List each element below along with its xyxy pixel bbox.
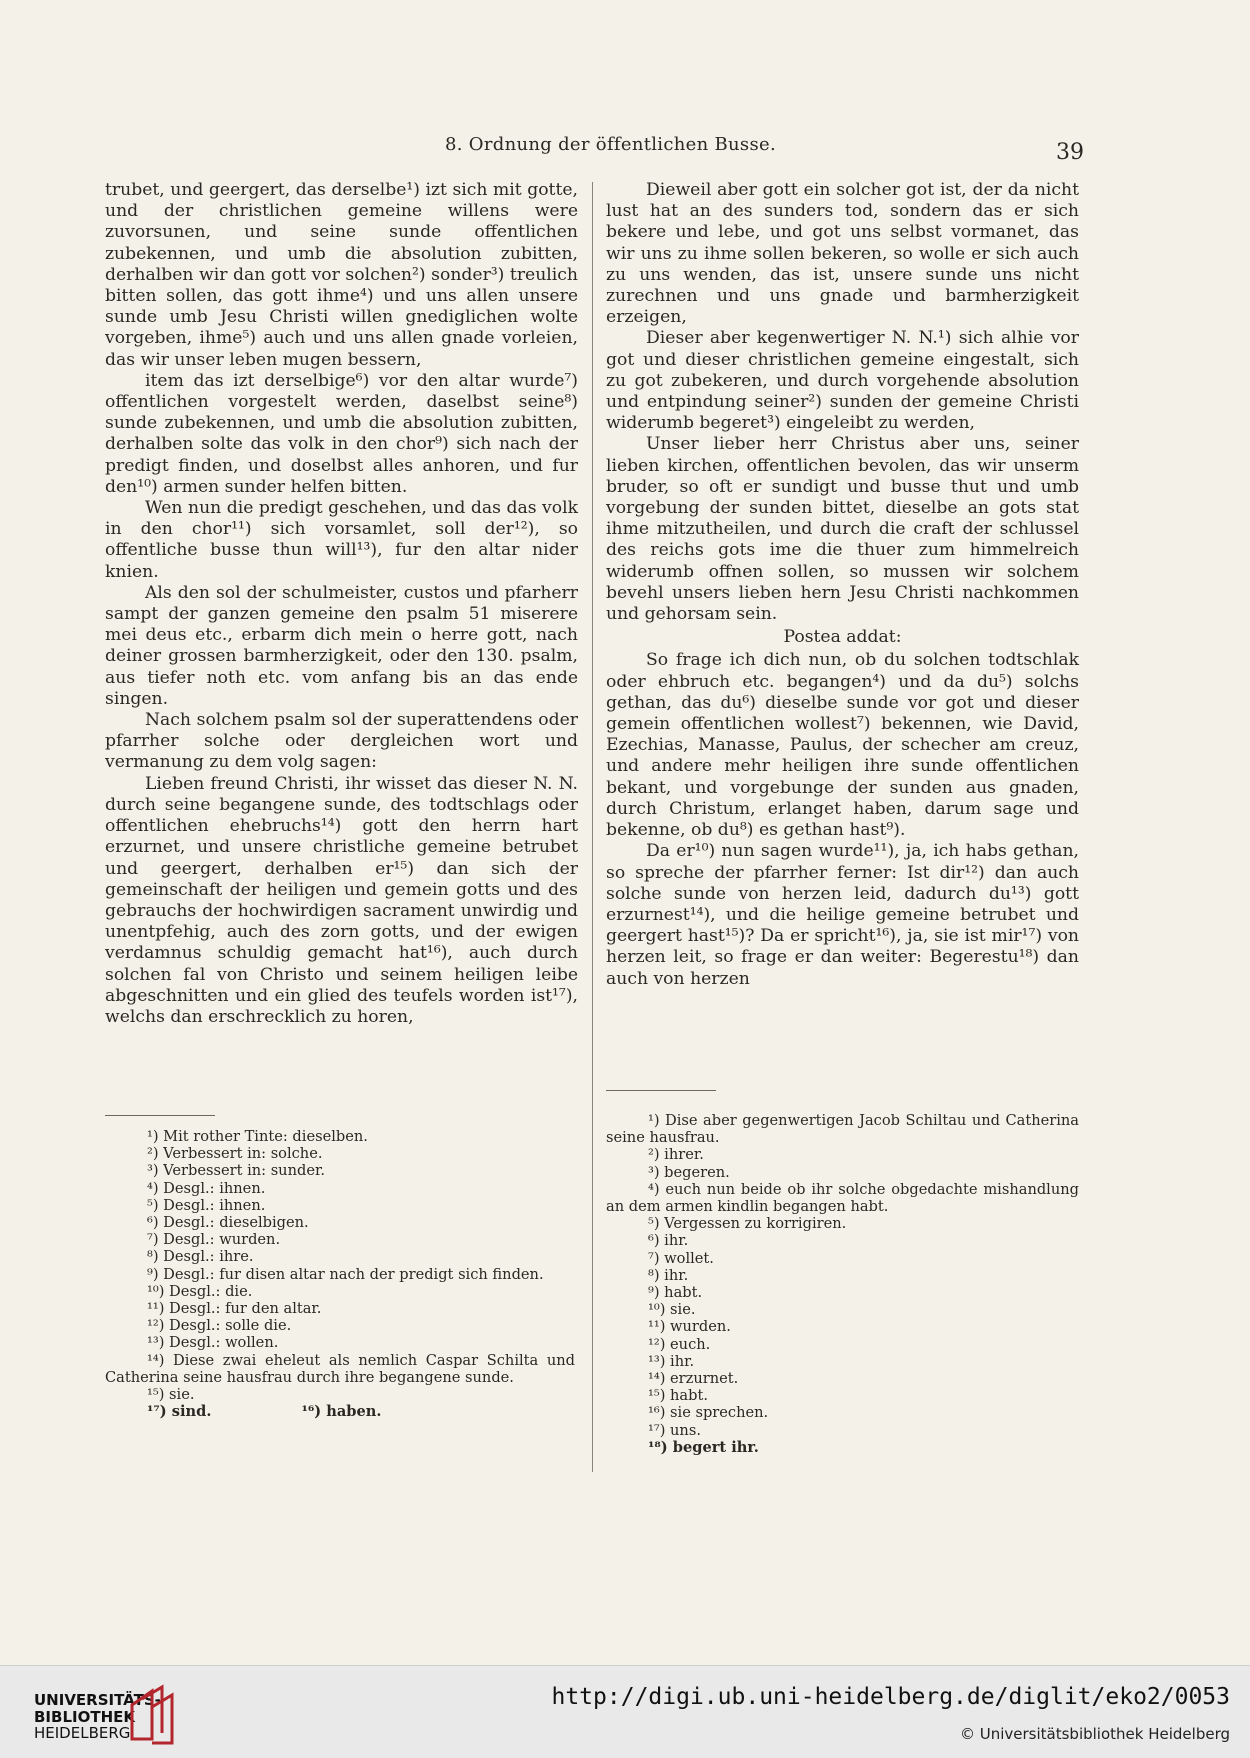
footnote: ³) Verbessert in: sunder. xyxy=(147,1162,325,1180)
footnote: ¹³) ihr. xyxy=(648,1352,695,1370)
footnote: ⁴) euch nun beide ob ihr solche obgedachte mishandlung an dem armen kindlin begangen habt. xyxy=(606,1180,1079,1216)
footnote: ⁷) wollet. xyxy=(648,1249,714,1267)
footnote: ⁸) ihr. xyxy=(648,1266,689,1284)
footnote: ¹⁸) begert ihr. xyxy=(648,1438,759,1456)
paragraph: trubet, und geergert, das derselbe¹) izt sich mit gotte, und der christlichen gemeine willens were zuvorsunen, und seine sunde offentlichen zubekennen, und umb die absolution zubitten, derhalben wir dan gott vor solchen²) sonder³) treulich bitten sollen, das gott ihme⁴) und uns allen unsere sunde umb Jesu Christi willen gnediglichen wolte vorgeben, ihme⁵) auch und uns allen gnade vorleien, das wir unser leben mugen bessern, xyxy=(105,180,578,370)
footnote: ¹⁵) sie. xyxy=(147,1386,195,1404)
footnote: ⁹) habt. xyxy=(648,1284,703,1302)
paragraph: Unser lieber herr Christus aber uns, seiner lieben kirchen, offentlichen bevolen, das wir unserm bruder, so oft er sundigt und busse thut und umb vorgebung der sunden bittet, dieselbe an gots stat ihme mitzutheilen, und durch die craft der schlussel des reichs gots ime die thuer zum himmelreich widerumb offnen sollen, so mussen wir solchem bevehl unsers lieben hern Jesu Christi nachkommen und gehorsam sein. xyxy=(606,434,1079,625)
library-footer-bar xyxy=(0,1665,1250,1758)
paragraph: Wen nun die predigt geschehen, und das das volk in den chor¹¹) sich vorsamlet, soll der¹²), so offentliche busse thun will¹³), fur den altar nider knien. xyxy=(105,498,578,582)
paragraph: Da er¹⁰) nun sagen wurde¹¹), ja, ich habs gethan, so spreche der pfarrher ferner: Ist dir¹²) dan auch solche sunde von herzen leid, dadurch du¹³) gott erzurnest¹⁴), und die heilige gemeine betrubet und geergert hast¹⁵)? Da er spricht¹⁶), ja, sie ist mir¹⁷) von herzen leit, so frage er dan weiter: Begerestu¹⁸) dan auch von herzen xyxy=(606,841,1079,989)
footnote: ⁹) Desgl.: fur disen altar nach der predigt sich finden. xyxy=(147,1265,544,1283)
paragraph: item das izt derselbige⁶) vor den altar wurde⁷) offentlichen vorgestelt werden, daselbst seine⁸) sunde zubekennen, und umb die absolution zubitten, derhalben solte das volk in den chor⁹) sich nach der predigt finden, und doselbst alles anhoren, und fur den¹⁰) armen sunder helfen bitten. xyxy=(105,370,578,497)
footnote: ¹³) Desgl.: wollen. xyxy=(147,1334,279,1352)
footnote: ¹⁰) sie. xyxy=(648,1301,696,1319)
paragraph: So frage ich dich nun, ob du solchen todtschlak oder ehbruch etc. begangen⁴) und da du⁵) solchs gethan, das du⁶) dieselbe sunde vor got und dieser gemein offentlichen wollest⁷) bekennen, wie David, Ezechias, Manasse, Paulus, der schecher am creuz, und andere mehr heiligen ihre sunde offentlichen bekant, und vorgebunge der sunden aus gnaden, durch Christum, erlanget haben, darum sage und bekenne, ob du⁸) es gethan hast⁹). xyxy=(606,650,1079,841)
footnote: ¹⁶) haben. xyxy=(301,1403,382,1421)
paragraph: Dieweil aber gott ein solcher got ist, der da nicht lust hat an des sunders tod, sondern das er sich bekere und lebe, und got uns selbst vormanet, das wir uns zu ihme sollen bekeren, so wolle er sich auch zu uns wenden, das ist, unsere sunde uns nicht zurechnen und uns gnade und barmherzigkeit erzeigen, xyxy=(606,180,1079,328)
left-text-column xyxy=(105,180,578,1028)
footnote: ¹²) euch. xyxy=(648,1335,711,1353)
footnote-rule xyxy=(105,1115,215,1116)
paragraph: Lieben freund Christi, ihr wisset das dieser N. N. durch seine begangene sunde, des todtschlags oder offentlichen ehebruchs¹⁴) gott den herrn hart erzurnet, und unsere christliche gemeine betrubet und geergert, derhalben er¹⁵) dan sich der gemeinschaft der heiligen und gemein gotts und des gebrauchs der hochwirdigen sacrament unwirdig und unentpfehig, auch des zorn gotts, und der ewigen verdamnus schuldig gemacht hat¹⁶), auch durch solchen fal von Christo und seinem heiligen leibe abgeschnitten und ein glied des teufels worden ist¹⁷), welchs dan erschrecklich zu horen, xyxy=(105,773,578,1027)
footnote: ⁶) ihr. xyxy=(648,1232,689,1250)
footnote: ⁴) Desgl.: ihnen. xyxy=(147,1179,266,1197)
paragraph: Nach solchem psalm sol der superattendens oder pfarrher solche oder dergleichen wort und vermanung zu dem volg sagen: xyxy=(105,710,578,773)
footnote: ¹⁷) uns. xyxy=(648,1421,701,1439)
right-text-column xyxy=(606,180,1079,990)
footnote: ⁵) Desgl.: ihnen. xyxy=(147,1196,266,1214)
library-logo-icon xyxy=(126,1683,176,1745)
footnote: ¹⁰) Desgl.: die. xyxy=(147,1282,253,1300)
footnote: ³) begeren. xyxy=(648,1163,730,1181)
footnote: ⁷) Desgl.: wurden. xyxy=(147,1231,281,1249)
logo-line: HEIDELBERG xyxy=(34,1724,131,1742)
footnote: ⁵) Vergessen zu korrigiren. xyxy=(648,1215,847,1233)
footnote: ¹) Mit rother Tinte: dieselben. xyxy=(147,1128,368,1145)
footnote: ¹⁵) habt. xyxy=(648,1387,708,1405)
footnote: ¹) Dise aber gegenwertigen Jacob Schiltau und Catherina seine hausfrau. xyxy=(606,1112,1079,1147)
permalink-url[interactable]: http://digi.ub.uni-heidelberg.de/diglit/eko2/0053 xyxy=(551,1684,1230,1710)
footnote-row xyxy=(105,1403,575,1420)
rubric: Postea addat: xyxy=(783,627,902,648)
footnote-rule xyxy=(606,1090,716,1091)
logo-line: BIBLIOTHEK xyxy=(34,1707,135,1726)
footnote: ¹¹) wurden. xyxy=(648,1318,731,1336)
logo-line: UNIVERSITÄTS- xyxy=(34,1691,161,1709)
footnote: ¹⁴) Diese zwai eheleut als nemlich Caspar Schilta und Catherina seine hausfrau durch ihre begangene sunde. xyxy=(105,1351,575,1386)
left-footnotes xyxy=(105,1128,575,1420)
footnote: ¹⁶) sie sprechen. xyxy=(648,1404,769,1422)
footnote: ¹¹) Desgl.: fur den altar. xyxy=(147,1300,322,1318)
column-divider xyxy=(592,182,593,1472)
paragraph: Als den sol der schulmeister, custos und pfarherr sampt der ganzen gemeine den psalm 51 miserere mei deus etc., erbarm dich mein o herre gott, nach deiner grossen barmherzigkeit, oder den 130. psalm, aus tiefer noth etc. vom anfang bis an das ende singen. xyxy=(105,582,578,709)
footnote: ⁸) Desgl.: ihre. xyxy=(147,1248,254,1266)
footnote: ¹²) Desgl.: solle die. xyxy=(147,1317,292,1335)
footnote: ⁶) Desgl.: dieselbigen. xyxy=(147,1214,309,1232)
footnote: ¹⁴) erzurnet. xyxy=(648,1370,739,1388)
paragraph: Dieser aber kegenwertiger N. N.¹) sich alhie vor got und dieser christlichen gemeine eingestalt, sich zu got zubekeren, und durch vorgehende absolution und entpindung seiner²) sunden der gemeine Christi widerumb begeret³) eingeleibt zu werden, xyxy=(606,328,1079,434)
copyright-notice: © Universitätsbibliothek Heidelberg xyxy=(959,1725,1230,1743)
page-number: 39 xyxy=(1056,140,1084,165)
footnote: ²) ihrer. xyxy=(648,1146,704,1164)
right-footnotes xyxy=(606,1112,1079,1456)
footnote: ²) Verbessert in: solche. xyxy=(147,1145,323,1163)
running-head: 8. Ordnung der öffentlichen Busse. xyxy=(445,134,776,155)
footnote: ¹⁷) sind. xyxy=(147,1403,212,1421)
